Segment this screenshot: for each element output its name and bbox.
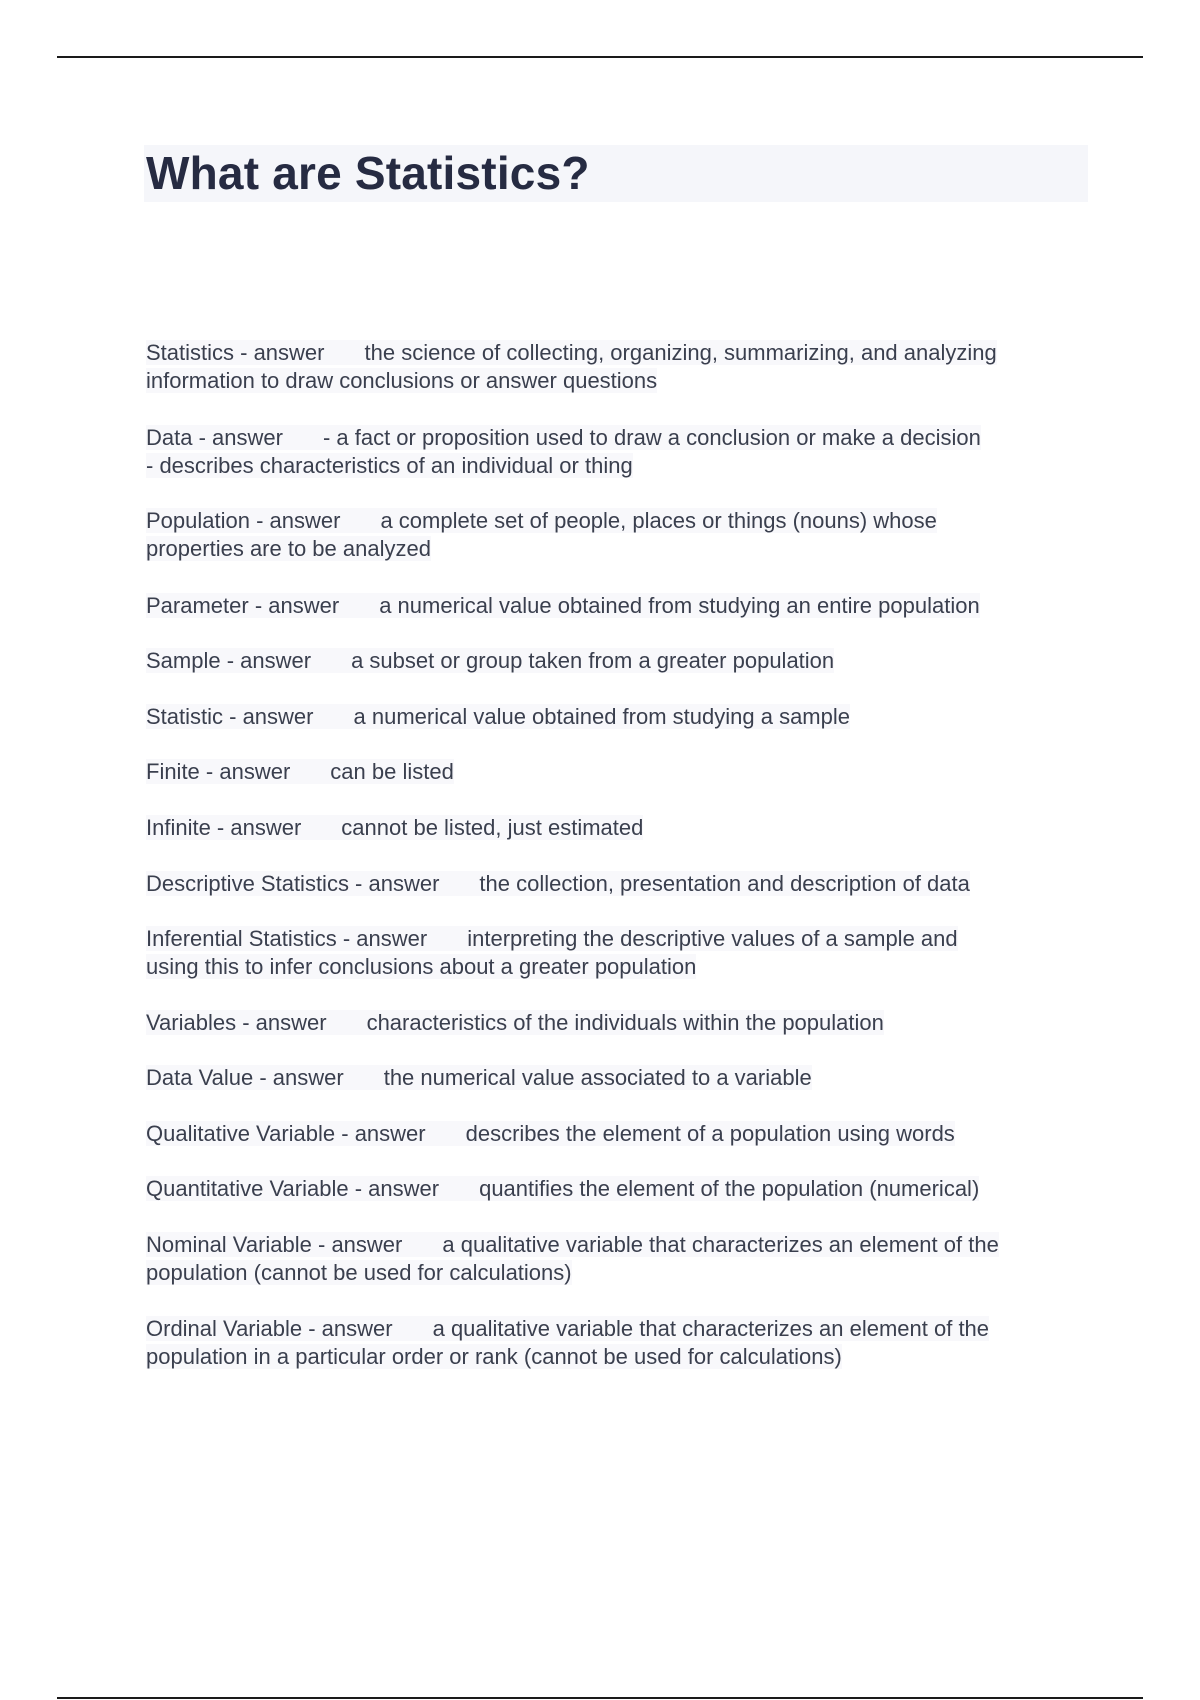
definition-entry-finite — [146, 758, 1086, 786]
entry-term: Nominal Variable - answer — [146, 1232, 403, 1257]
entry-term: Inferential Statistics - answer — [146, 926, 428, 951]
entry-definition-continued: properties are to be analyzed — [146, 536, 431, 561]
entry-definition: the numerical value associated to a variable — [383, 1065, 812, 1090]
bottom-rule — [57, 1697, 1143, 1699]
definition-entry-descriptive-statistics — [146, 870, 1086, 898]
entry-definition: a numerical value obtained from studying an entire population — [379, 593, 980, 618]
entry-definition: - a fact or proposition used to draw a conclusion or make a decision — [322, 425, 981, 450]
entry-definition: cannot be listed, just estimated — [341, 815, 644, 840]
entry-definition-continued: using this to infer conclusions about a greater population — [146, 954, 697, 979]
entry-definition-continued: population in a particular order or rank (cannot be used for calculations) — [146, 1344, 842, 1369]
entry-definition: a numerical value obtained from studying a sample — [353, 704, 850, 729]
entry-term: Descriptive Statistics - answer — [146, 871, 440, 896]
entry-term: Variables - answer — [146, 1010, 327, 1035]
definition-entry-statistics — [146, 339, 1086, 395]
entry-definition: can be listed — [330, 759, 454, 784]
entry-definition: quantifies the element of the population (numerical) — [479, 1176, 980, 1201]
definition-entry-sample — [146, 647, 1086, 675]
entry-term: Qualitative Variable - answer — [146, 1121, 426, 1146]
entry-term: Parameter - answer — [146, 593, 340, 618]
entry-definition: describes the element of a population using words — [465, 1121, 955, 1146]
entry-definition: a qualitative variable that characterizes an element of the — [432, 1316, 990, 1341]
entry-term: Sample - answer — [146, 648, 312, 673]
entry-term: Data Value - answer — [146, 1065, 344, 1090]
definition-entry-qualitative-variable — [146, 1120, 1086, 1148]
entry-definition-continued: information to draw conclusions or answer questions — [146, 368, 658, 393]
definition-entry-ordinal-variable — [146, 1315, 1086, 1371]
entry-term: Population - answer — [146, 508, 341, 533]
definition-entry-parameter — [146, 592, 1086, 620]
definition-entry-data — [146, 424, 1086, 480]
page-title: What are Statistics? — [146, 147, 590, 199]
top-rule — [57, 56, 1143, 58]
definition-entry-quantitative-variable — [146, 1175, 1086, 1203]
entry-term: Ordinal Variable - answer — [146, 1316, 393, 1341]
entry-term: Quantitative Variable - answer — [146, 1176, 440, 1201]
entry-definition: a complete set of people, places or things (nouns) whose — [380, 508, 937, 533]
definition-entry-nominal-variable — [146, 1231, 1086, 1287]
entry-definition: characteristics of the individuals within the population — [366, 1010, 884, 1035]
definition-entry-data-value — [146, 1064, 1086, 1092]
entry-term: Data - answer — [146, 425, 283, 450]
entry-term: Statistic - answer — [146, 704, 314, 729]
entry-definition-continued: population (cannot be used for calculations) — [146, 1260, 572, 1285]
entry-definition: the science of collecting, organizing, summarizing, and analyzing — [364, 340, 997, 365]
entry-definition: the collection, presentation and description of data — [479, 871, 970, 896]
definition-entry-statistic — [146, 703, 1086, 731]
entry-definition: a qualitative variable that characterizes an element of the — [442, 1232, 999, 1257]
entry-definition-continued: - describes characteristics of an individual or thing — [146, 453, 633, 478]
entry-definition: interpreting the descriptive values of a sample and — [467, 926, 958, 951]
entry-term: Finite - answer — [146, 759, 291, 784]
entry-definition: a subset or group taken from a greater population — [351, 648, 835, 673]
definition-entry-inferential-statistics — [146, 925, 1086, 981]
definition-entry-population — [146, 507, 1086, 563]
entry-term: Infinite - answer — [146, 815, 302, 840]
definition-entry-variables — [146, 1009, 1086, 1037]
definition-entry-infinite — [146, 814, 1086, 842]
entry-term: Statistics - answer — [146, 340, 325, 365]
